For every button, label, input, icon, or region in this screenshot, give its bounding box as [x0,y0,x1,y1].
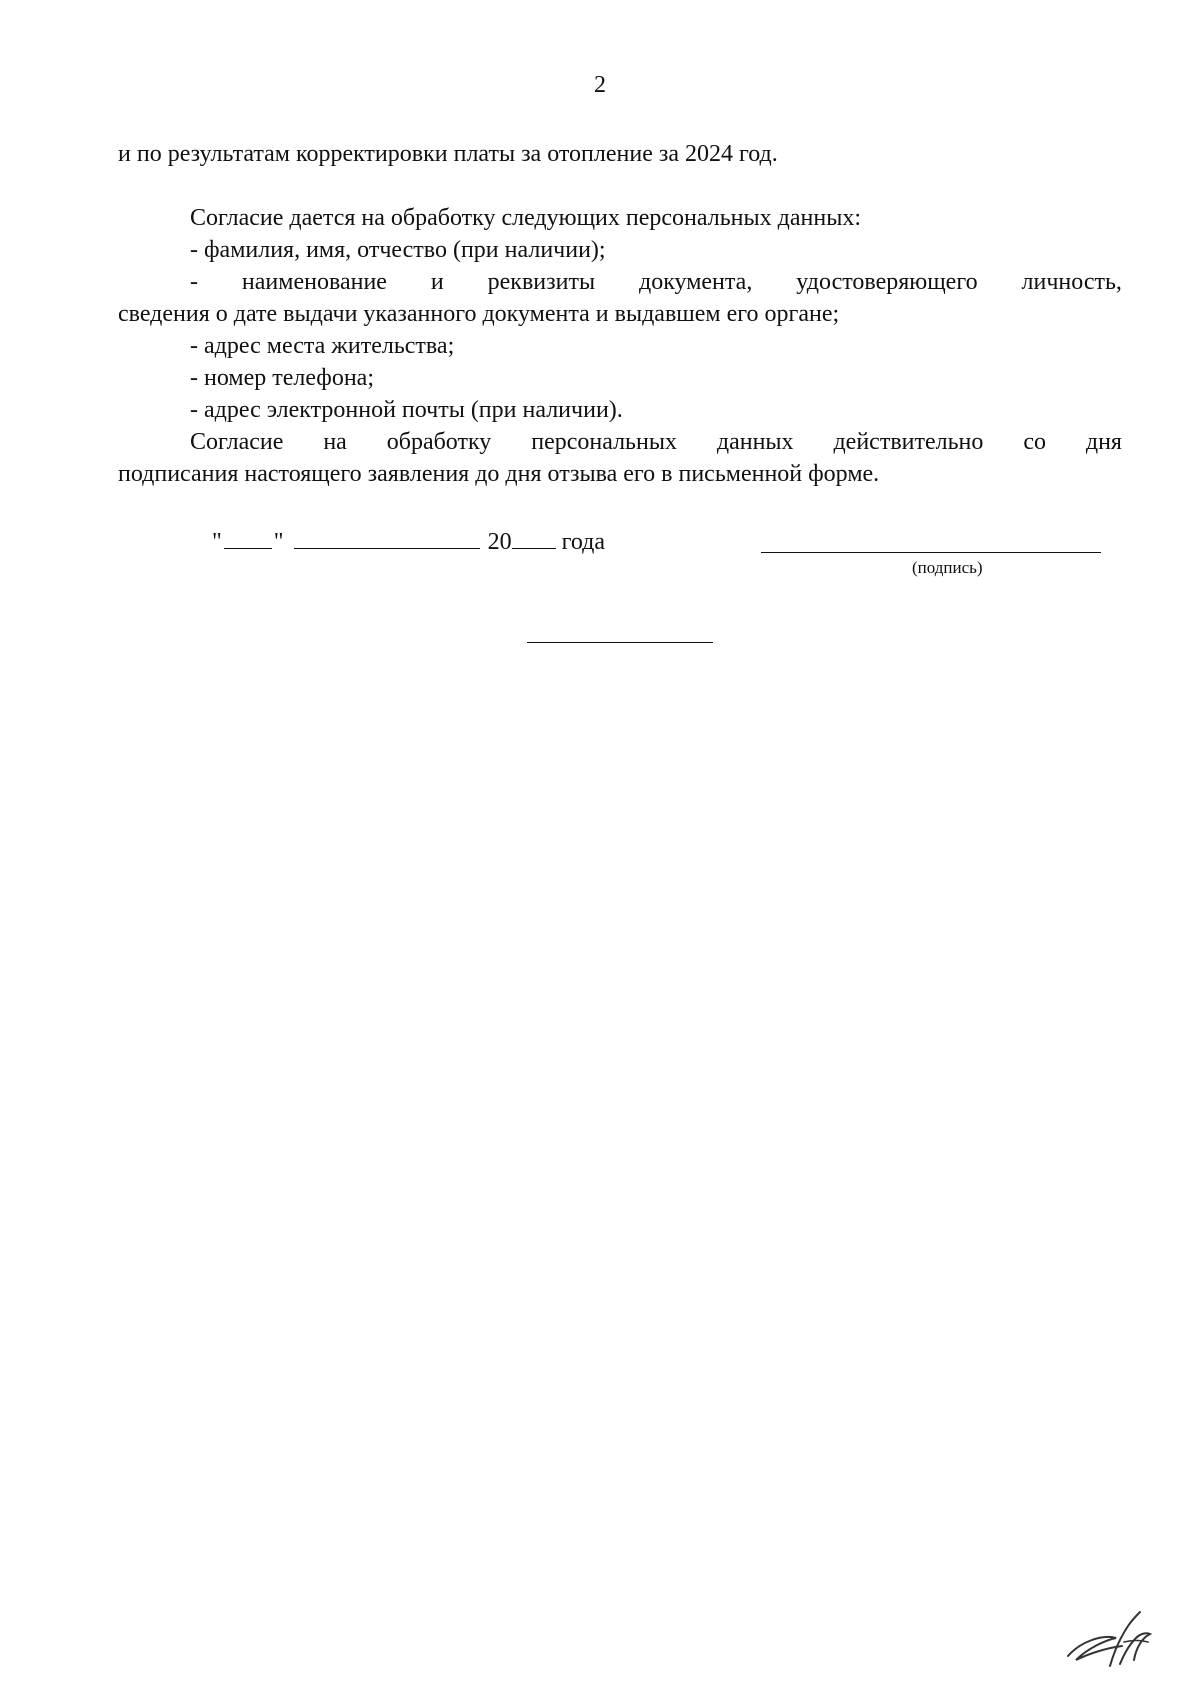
handwritten-initials-icon [1062,1604,1154,1674]
word: и [430,269,444,295]
page-number: 2 [594,72,606,98]
year-word: года [561,529,606,555]
list-item-phone: - номер телефона; [190,365,374,391]
word: обработку [386,429,492,455]
century-label: 20 [487,529,512,555]
consent-section [118,202,1122,490]
word: на [323,429,347,455]
continuation-paragraph [118,138,1122,170]
end-of-document-line [527,642,713,643]
word: наименование [241,269,387,295]
day-blank [224,524,272,549]
word: - [190,269,198,295]
list-item-document-continuation: сведения о дате выдачи указанного документа и выдавшем его органе; [118,301,840,327]
consent-intro: Согласие дается на обработку следующих персональных данных: [190,205,861,231]
word: личность, [1021,269,1122,295]
signature-line [761,552,1101,553]
list-item-fio: - фамилия, имя, отчество (при наличии); [190,237,606,263]
word: дня [1085,429,1122,455]
validity-continuation: подписания настоящего заявления до дня отзыва его в письменной форме. [118,461,880,487]
quote-close: " [273,529,284,555]
word: со [1023,429,1046,455]
word: персональных [531,429,677,455]
list-item-address: - адрес места жительства; [190,333,455,359]
month-blank [294,524,480,549]
signature-caption: (подпись) [912,558,983,577]
date-field [212,524,605,558]
word: реквизиты [487,269,596,295]
continuation-line: и по результатам корректировки платы за отопление за 2024 год. [118,141,778,167]
word: действительно [833,429,984,455]
word: Согласие [190,429,284,455]
year-blank [512,524,556,549]
word: удостоверяющего [796,269,978,295]
word: документа, [639,269,753,295]
word: данных [716,429,794,455]
list-item-email: - адрес электронной почты (при наличии). [190,397,623,423]
list-item-document [118,266,1122,298]
quote-open: " [212,529,222,555]
validity-paragraph [118,426,1122,458]
